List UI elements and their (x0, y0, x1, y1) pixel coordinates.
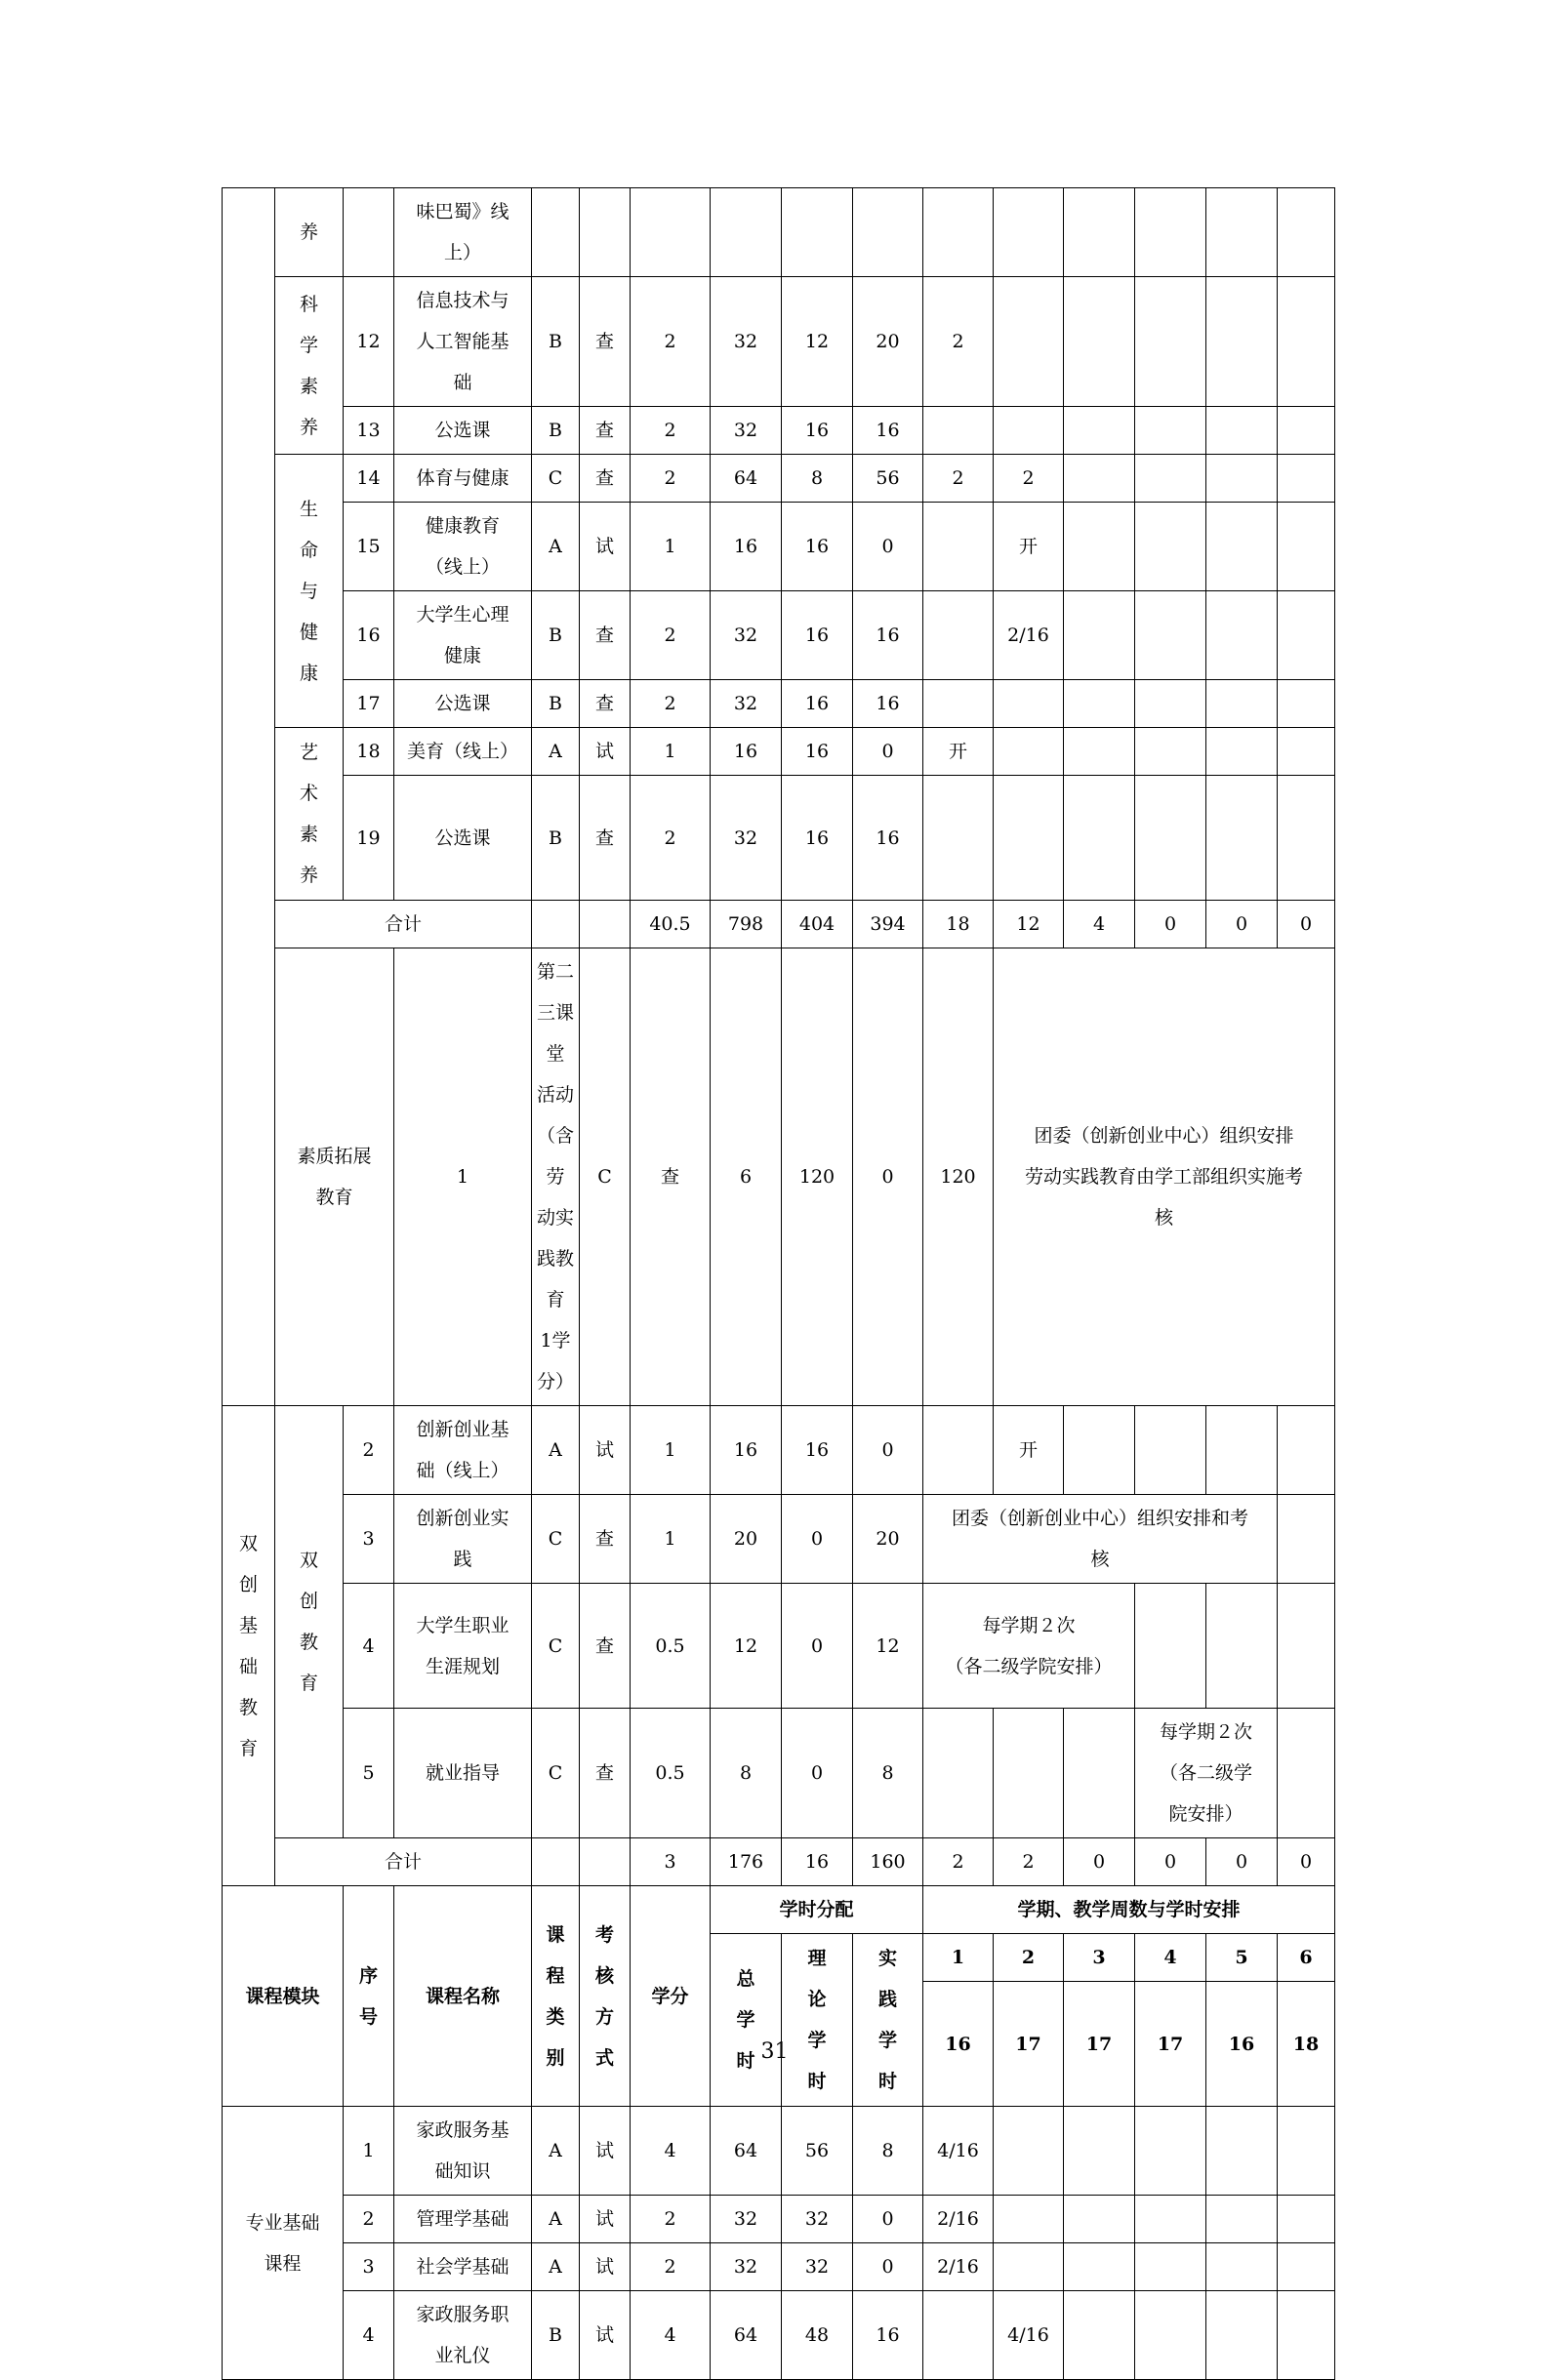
exam-method: 试 (580, 503, 631, 591)
credit: 2 (631, 407, 711, 455)
table-row (223, 2196, 1335, 2243)
course-no: 2 (344, 1406, 394, 1495)
practice-hours: 394 (853, 901, 923, 948)
semester-6: 0 (1278, 1838, 1335, 1886)
theory-hours: 16 (782, 1838, 853, 1886)
exam-method: 查 (631, 948, 711, 1406)
course-name: 公选课 (394, 680, 532, 728)
semester-3: 4 (1064, 901, 1135, 948)
arrangement-note: 每学期２次 （各二级学 院安排） (1135, 1709, 1278, 1838)
total-hours: 176 (711, 1838, 782, 1886)
semester-1 (923, 407, 994, 455)
course-name: 体育与健康 (394, 455, 532, 503)
exam-method: 试 (580, 2196, 631, 2243)
credit: 6 (711, 948, 782, 1406)
semester-6: 0 (1278, 901, 1335, 948)
course-type: A (532, 1406, 580, 1495)
course-type: A (532, 2196, 580, 2243)
practice-hours: 20 (853, 1495, 923, 1584)
theory-hours: 16 (782, 407, 853, 455)
course-no: 12 (344, 277, 394, 407)
category-science: 科 学 素 养 (275, 277, 344, 455)
theory-hours: 0 (782, 1584, 853, 1709)
table-row (223, 728, 1335, 776)
credit: 1 (631, 1406, 711, 1495)
subtotal-label: 合计 (275, 1838, 532, 1886)
course-name: 味巴蜀》线 上） (394, 188, 532, 277)
total-hours: 32 (711, 2243, 782, 2291)
course-no: 15 (344, 503, 394, 591)
theory-hours: 0 (782, 1709, 853, 1838)
semester-2 (994, 2243, 1064, 2291)
total-hours: 64 (711, 2291, 782, 2380)
semester-1: 2/16 (923, 2243, 994, 2291)
semester-6 (1278, 728, 1335, 776)
table-row (223, 1406, 1335, 1495)
header-weeks-6: 18 (1278, 1982, 1335, 2107)
semester-1: 2/16 (923, 2196, 994, 2243)
practice-hours: 8 (853, 1709, 923, 1838)
practice-hours: 160 (853, 1838, 923, 1886)
semester-5 (1206, 591, 1278, 680)
theory-hours: 32 (782, 2196, 853, 2243)
table-row (223, 503, 1335, 591)
semester-6 (1278, 407, 1335, 455)
course-name: 管理学基础 (394, 2196, 532, 2243)
semester-3 (1064, 407, 1135, 455)
semester-4 (1135, 407, 1206, 455)
semester-2 (994, 277, 1064, 407)
theory-hours: 16 (782, 1406, 853, 1495)
credit: 2 (631, 776, 711, 901)
total-hours: 20 (711, 1495, 782, 1584)
course-name: 信息技术与 人工智能基 础 (394, 277, 532, 407)
course-no: 13 (344, 407, 394, 455)
practice-hours: 56 (853, 455, 923, 503)
module-cell-continued (223, 188, 275, 1406)
semester-1 (923, 1709, 994, 1838)
semester-1 (923, 1406, 994, 1495)
total-hours: 16 (711, 1406, 782, 1495)
semester-3 (1064, 277, 1135, 407)
theory-hours: 16 (782, 776, 853, 901)
total-hours: 64 (711, 2107, 782, 2196)
table-row (223, 776, 1335, 901)
theory-hours: 16 (782, 503, 853, 591)
semester-4 (1135, 728, 1206, 776)
practice-hours: 120 (923, 948, 994, 1406)
header-weeks-5: 16 (1206, 1982, 1278, 2107)
course-type: C (532, 1495, 580, 1584)
semester-6 (1278, 503, 1335, 591)
subtotal-label: 合计 (275, 901, 532, 948)
exam-method: 试 (580, 2243, 631, 2291)
course-type: C (532, 1709, 580, 1838)
theory-hours: 16 (782, 591, 853, 680)
semester-4 (1135, 591, 1206, 680)
course-name: 健康教育 （线上） (394, 503, 532, 591)
practice-hours: 12 (853, 1584, 923, 1709)
semester-1 (923, 2291, 994, 2380)
credit: 2 (631, 277, 711, 407)
semester-6 (1278, 455, 1335, 503)
course-no: 1 (394, 948, 532, 1406)
header-row (223, 1886, 1335, 1934)
semester-5 (1206, 455, 1278, 503)
semester-2 (994, 2107, 1064, 2196)
header-weeks-3: 17 (1064, 1982, 1135, 2107)
semester-5 (1206, 680, 1278, 728)
semester-3 (1064, 1709, 1135, 1838)
practice-hours: 16 (853, 407, 923, 455)
exam-method: 查 (580, 455, 631, 503)
arrangement-note: 团委（创新创业中心）组织安排 劳动实践教育由学工部组织实施考 核 (994, 948, 1335, 1406)
semester-2: 2 (994, 1838, 1064, 1886)
semester-1 (923, 680, 994, 728)
course-no (344, 188, 394, 277)
course-name: 第二三课堂 活动（含劳 动实践教育 1学分） (532, 948, 580, 1406)
total-hours: 32 (711, 2196, 782, 2243)
exam-method: 查 (580, 1495, 631, 1584)
semester-3 (1064, 591, 1135, 680)
course-type: B (532, 776, 580, 901)
practice-hours: 20 (853, 277, 923, 407)
course-no: 4 (344, 1584, 394, 1709)
course-type: B (532, 407, 580, 455)
practice-hours: 0 (853, 2196, 923, 2243)
semester-6 (1278, 776, 1335, 901)
exam-method: 查 (580, 776, 631, 901)
semester-2: 12 (994, 901, 1064, 948)
course-no: 14 (344, 455, 394, 503)
header-weeks-1: 16 (923, 1982, 994, 2107)
semester-5: 0 (1206, 1838, 1278, 1886)
header-weeks-4: 17 (1135, 1982, 1206, 2107)
practice-hours: 16 (853, 2291, 923, 2380)
course-name: 创新创业实 践 (394, 1495, 532, 1584)
arrangement-note: 团委（创新创业中心）组织安排和考 核 (923, 1495, 1278, 1584)
header-total: 总 学 时 (711, 1934, 782, 2107)
course-name: 家政服务基 础知识 (394, 2107, 532, 2196)
semester-3 (1064, 503, 1135, 591)
credit: 1 (631, 728, 711, 776)
course-no: 4 (344, 2291, 394, 2380)
semester-2 (994, 728, 1064, 776)
exam-method: 查 (580, 1709, 631, 1838)
theory-hours: 56 (782, 2107, 853, 2196)
theory-hours: 8 (782, 455, 853, 503)
course-name: 大学生职业 生涯规划 (394, 1584, 532, 1709)
credit: 3 (631, 1838, 711, 1886)
course-no: 19 (344, 776, 394, 901)
semester-5 (1206, 503, 1278, 591)
table-row (223, 455, 1335, 503)
course-name: 公选课 (394, 776, 532, 901)
category-cell: 养 (275, 188, 344, 277)
total-hours: 32 (711, 407, 782, 455)
header-semester-3: 3 (1064, 1934, 1135, 1982)
header-semester-4: 4 (1135, 1934, 1206, 1982)
table-row (223, 2107, 1335, 2196)
course-no: 18 (344, 728, 394, 776)
semester-2 (994, 776, 1064, 901)
course-type: C (532, 455, 580, 503)
total-hours: 32 (711, 776, 782, 901)
credit: 40.5 (631, 901, 711, 948)
theory-hours: 12 (782, 277, 853, 407)
header-semester-1: 1 (923, 1934, 994, 1982)
semester-1: 2 (923, 455, 994, 503)
table-row (223, 1709, 1335, 1838)
semester-1 (923, 591, 994, 680)
semester-5: 0 (1206, 901, 1278, 948)
practice-hours: 0 (853, 503, 923, 591)
course-type: B (532, 2291, 580, 2380)
course-type: A (532, 2243, 580, 2291)
subtotal-row (223, 1838, 1335, 1886)
module-professional: 专业基础 课程 (223, 2107, 344, 2380)
total-hours: 32 (711, 277, 782, 407)
theory-hours: 0 (853, 948, 923, 1406)
semester-6 (1278, 277, 1335, 407)
course-no: 1 (344, 2107, 394, 2196)
exam-method: 试 (580, 2107, 631, 2196)
total-hours: 8 (711, 1709, 782, 1838)
credit: 0.5 (631, 1584, 711, 1709)
theory-hours: 16 (782, 680, 853, 728)
semester-1: 18 (923, 901, 994, 948)
practice-hours: 16 (853, 776, 923, 901)
semester-2: 2/16 (994, 591, 1064, 680)
table-row (223, 680, 1335, 728)
semester-3: 0 (1064, 1838, 1135, 1886)
table-row (223, 1584, 1335, 1709)
course-type: A (532, 728, 580, 776)
theory-hours: 0 (782, 1495, 853, 1584)
total-hours: 64 (711, 455, 782, 503)
semester-2 (994, 680, 1064, 728)
category-health: 生 命 与 健 康 (275, 455, 344, 728)
total-hours: 120 (782, 948, 853, 1406)
semester-6 (1278, 1406, 1335, 1495)
practice-hours: 0 (853, 2243, 923, 2291)
course-name: 美育（线上） (394, 728, 532, 776)
course-no: 2 (344, 2196, 394, 2243)
practice-hours: 0 (853, 728, 923, 776)
semester-4 (1135, 776, 1206, 901)
practice-hours: 8 (853, 2107, 923, 2196)
course-type: B (532, 277, 580, 407)
credit: 2 (631, 591, 711, 680)
total-hours: 798 (711, 901, 782, 948)
header-exam: 考 核 方 式 (580, 1886, 631, 2107)
total-hours: 32 (711, 680, 782, 728)
semester-2 (994, 1709, 1064, 1838)
credit: 4 (631, 2291, 711, 2380)
exam-method: 试 (580, 728, 631, 776)
semester-2 (994, 2196, 1064, 2243)
course-type: B (532, 591, 580, 680)
exam-method: 查 (580, 680, 631, 728)
semester-3 (1064, 680, 1135, 728)
practice-hours: 16 (853, 680, 923, 728)
semester-1: 2 (923, 277, 994, 407)
semester-4 (1135, 1584, 1206, 1709)
credit: 2 (631, 2243, 711, 2291)
credit: 2 (631, 680, 711, 728)
table-row (223, 277, 1335, 407)
semester-3 (1064, 776, 1135, 901)
semester-4: 0 (1135, 901, 1206, 948)
semester-1: 开 (923, 728, 994, 776)
semester-4 (1135, 277, 1206, 407)
header-weeks-2: 17 (994, 1982, 1064, 2107)
theory-hours: 32 (782, 2243, 853, 2291)
credit: 2 (631, 2196, 711, 2243)
course-no: 3 (344, 2243, 394, 2291)
header-semester-5: 5 (1206, 1934, 1278, 1982)
semester-3 (1064, 1406, 1135, 1495)
semester-2 (994, 407, 1064, 455)
course-no: 16 (344, 591, 394, 680)
header-hours-group: 学时分配 (711, 1886, 923, 1934)
course-name: 公选课 (394, 407, 532, 455)
semester-3 (1064, 455, 1135, 503)
header-course-name: 课程名称 (394, 1886, 532, 2107)
course-name: 家政服务职 业礼仪 (394, 2291, 532, 2380)
category-art: 艺 术 素 养 (275, 728, 344, 901)
semester-6 (1278, 591, 1335, 680)
course-name: 社会学基础 (394, 2243, 532, 2291)
course-no: 17 (344, 680, 394, 728)
arrangement-note: 每学期２次 （各二级学院安排） (923, 1584, 1135, 1709)
exam-method: 试 (580, 1406, 631, 1495)
credit: 4 (631, 2107, 711, 2196)
semester-4 (1135, 455, 1206, 503)
table-row (223, 948, 1335, 1406)
course-name: 大学生心理 健康 (394, 591, 532, 680)
semester-5 (1206, 407, 1278, 455)
header-theory: 理 论 学 时 (782, 1934, 853, 2107)
course-type: C (580, 948, 631, 1406)
table-row (223, 2291, 1335, 2380)
semester-6 (1278, 1584, 1335, 1709)
semester-5 (1206, 277, 1278, 407)
exam-method: 试 (580, 2291, 631, 2380)
practice-hours: 0 (853, 1406, 923, 1495)
total-hours: 12 (711, 1584, 782, 1709)
semester-4 (1135, 503, 1206, 591)
credit: 1 (631, 503, 711, 591)
theory-hours: 48 (782, 2291, 853, 2380)
semester-6 (1278, 1709, 1335, 1838)
semester-4 (1135, 680, 1206, 728)
semester-1: 2 (923, 1838, 994, 1886)
header-no: 序 号 (344, 1886, 394, 2107)
semester-2: 2 (994, 455, 1064, 503)
credit: 0.5 (631, 1709, 711, 1838)
total-hours: 16 (711, 503, 782, 591)
semester-3 (1064, 728, 1135, 776)
semester-2: 开 (994, 1406, 1064, 1495)
exam-method: 查 (580, 591, 631, 680)
header-semester-6: 6 (1278, 1934, 1335, 1982)
semester-2: 开 (994, 503, 1064, 591)
theory-hours: 404 (782, 901, 853, 948)
course-type: A (532, 2107, 580, 2196)
semester-4 (1135, 1406, 1206, 1495)
semester-5 (1206, 728, 1278, 776)
theory-hours: 16 (782, 728, 853, 776)
semester-5 (1206, 776, 1278, 901)
table-row (223, 188, 1335, 277)
semester-5 (1206, 1406, 1278, 1495)
course-no: 3 (344, 1495, 394, 1584)
exam-method: 查 (580, 277, 631, 407)
exam-method: 查 (580, 407, 631, 455)
course-name: 创新创业基 础（线上） (394, 1406, 532, 1495)
table-row (223, 2243, 1335, 2291)
course-type: B (532, 680, 580, 728)
semester-1 (923, 776, 994, 901)
header-semester-2: 2 (994, 1934, 1064, 1982)
practice-hours: 16 (853, 591, 923, 680)
header-module: 课程模块 (223, 1886, 344, 2107)
table-row (223, 1495, 1335, 1584)
exam-method: 查 (580, 1584, 631, 1709)
page-number: 31 (760, 2039, 789, 2064)
header-credit: 学分 (631, 1886, 711, 2107)
semester-4: 0 (1135, 1838, 1206, 1886)
header-semester-group: 学期、教学周数与学时安排 (923, 1886, 1335, 1934)
semester-6 (1278, 680, 1335, 728)
table-row (223, 591, 1335, 680)
subtotal-row (223, 901, 1335, 948)
module-quality: 素质拓展 教育 (275, 948, 394, 1406)
header-type: 课 程 类 别 (532, 1886, 580, 2107)
course-type: A (532, 503, 580, 591)
course-no: 5 (344, 1709, 394, 1838)
credit: 2 (631, 455, 711, 503)
module-innovation: 双 创 基 础 教 育 (223, 1406, 275, 1886)
category-innovation: 双 创 教 育 (275, 1406, 344, 1838)
header-practice: 实 践 学 时 (853, 1934, 923, 2107)
table-row (223, 407, 1335, 455)
total-hours: 32 (711, 591, 782, 680)
semester-2: 4/16 (994, 2291, 1064, 2380)
semester-5 (1206, 1584, 1278, 1709)
course-type: C (532, 1584, 580, 1709)
course-name: 就业指导 (394, 1709, 532, 1838)
semester-1: 4/16 (923, 2107, 994, 2196)
credit: 1 (631, 1495, 711, 1584)
total-hours: 16 (711, 728, 782, 776)
semester-1 (923, 503, 994, 591)
